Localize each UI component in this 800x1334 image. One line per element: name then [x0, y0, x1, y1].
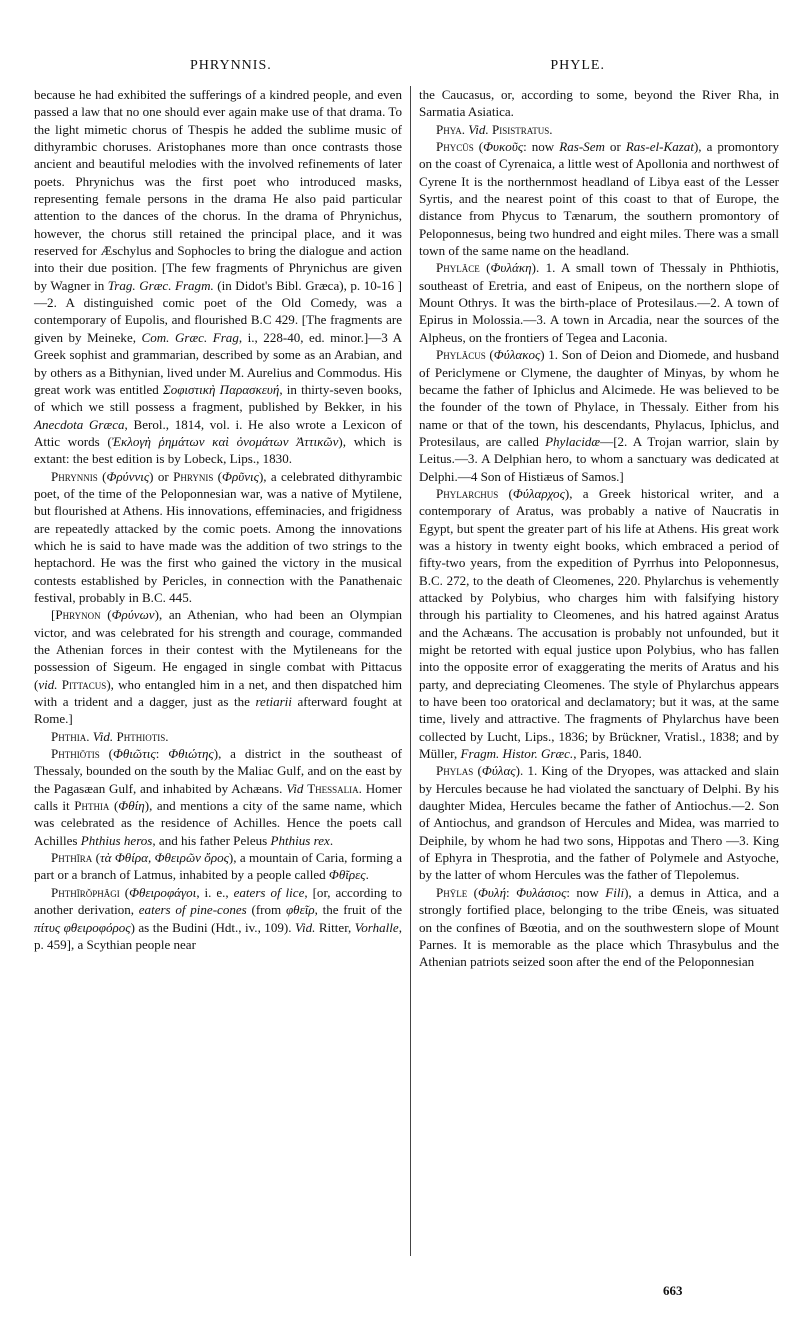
entry-text: ). 1. A small town of Thessaly in Phthiotis, southeast of Eretria, and east of Enipeus, on the northern slope of Mount Othrys. It was the birth-place of Protesilaus.—2. A town of Epirus in Molossia.—3. A town in Arcadia, near the sources of the Alpheus, on the frontiers of Tegea and Laconia.: [419, 260, 779, 345]
entry-text: (: [119, 884, 130, 900]
entry-text: or: [604, 139, 626, 155]
entry-text: .: [365, 867, 369, 883]
italic-text: Φύλακος: [493, 347, 541, 363]
headword: Pittacus: [61, 676, 107, 692]
italic-text: Φρύνων: [111, 607, 155, 623]
entry-text: ), a demus in Attica, and a strongly fortified place, belonging to the tribe Œneis, was situated on the confines of Bœotia, and on the southwestern slope of Mount Parnes. It is memorable as the place which Thrasybulus and the Athenian patriots seized soon after the end of the Peloponnesian: [419, 884, 780, 970]
italic-text: Φρῦνις: [222, 468, 259, 484]
headword: Pisistratus: [491, 121, 550, 137]
italic-text: Φθειροφάγοι: [129, 884, 197, 900]
entry-text: —[2. A Trojan warrior, slain by Leitus.—3. A Delphian hero, to whom a sanctuary was dedicated at Delphi.—4 Son of Histiæus of Samos.]: [419, 433, 779, 484]
entry-text: , Paris, 1840.: [573, 746, 642, 762]
entry-text: .: [165, 728, 169, 744]
entry-text: ), a mountain of Caria, forming a part or a branch of Latmus, inhabited by a people called: [34, 850, 402, 883]
dictionary-entry: [419, 485, 779, 763]
page-number: 663: [663, 1283, 683, 1298]
headword: Phylas: [436, 763, 474, 779]
italic-text: retiarii: [255, 694, 292, 710]
entry-text: (: [485, 347, 494, 363]
entry-continuation: [34, 86, 402, 468]
italic-text: τὰ Φθίρα, Φθειρῶν ὄρος: [99, 850, 229, 866]
italic-text: Ἐκλογὴ ῥημάτων καὶ ὀνομάτων Ἀττικῶν: [111, 433, 339, 449]
dictionary-entry: [419, 138, 779, 259]
headword: Phylarchus: [436, 485, 499, 501]
dictionary-entry: [34, 606, 402, 727]
entry-text: ), and mentions a city of the same name, which was celebrated as the residence of Achilles. Hence the poets call Achilles: [34, 798, 402, 848]
entry-text: (: [97, 468, 107, 484]
italic-text: Φυλάσιος: [516, 884, 567, 900]
entry-text: :: [506, 884, 517, 900]
dictionary-entry: [419, 884, 779, 971]
italic-text: Phthius heros: [80, 832, 153, 848]
entry-text: . Homer calls it: [34, 780, 402, 814]
entry-text: (: [473, 139, 484, 155]
entry-continuation: [419, 86, 779, 121]
italic-text: Φθιώτης: [168, 746, 214, 762]
italic-text: eaters of lice: [233, 884, 305, 900]
dictionary-entry: [419, 121, 779, 138]
headword: Phrynis: [173, 468, 214, 484]
italic-text: Φθιῶτις: [112, 746, 156, 762]
headword: Phya: [436, 121, 462, 137]
entry-text: ), a celebrated dithyrambic poet, of the time of the Peloponnesian war, was a native of Mytilene, but flourished at Athens. His innovations, effeminacies, and frigidness are repeatedly attacked by the comic poets. Among the innovations which he is said to have made was the addition of two strings to the heptachord. He was the first who gained the victory in the musical contests established by Pericles, in connection with the Panathenaic festival, probably in B.C. 445.: [34, 468, 403, 605]
dictionary-entry: [34, 884, 402, 953]
italic-text: Σοφιστικὴ Παρασκευή: [162, 381, 280, 397]
entry-text: : now: [566, 884, 606, 900]
entry-text: ) as the Budini (Hdt., iv., 109).: [130, 919, 295, 935]
running-head: [30, 58, 775, 80]
headword: Phthia: [51, 728, 87, 744]
dictionary-entry: [419, 762, 779, 883]
entry-text: the Caucasus, or, according to some, beyond the River Rha, in Sarmatia Asiatica.: [419, 87, 779, 120]
italic-text: Φυλή: [478, 884, 507, 900]
entry-text: , Berol., 1814, vol. i. He also wrote a Lexicon of Attic words (: [34, 416, 402, 449]
headword: Phthīra: [51, 850, 93, 866]
entry-text: (: [467, 884, 478, 900]
left-column: [34, 86, 402, 953]
entry-text: ), a district in the southeast of Thessaly, bounded on the south by the Maliac Gulf, and on the east by the Pagasæan Gulf, and inhabited by Achæans.: [34, 746, 402, 796]
entry-text: (: [479, 260, 491, 276]
headword: Phylăcus: [436, 347, 486, 363]
headword: Phthiōtis: [51, 746, 100, 762]
headword: Thessalia: [307, 780, 359, 796]
italic-text: Φρύννις: [106, 468, 150, 484]
italic-text: Phylacidæ: [545, 433, 601, 449]
italic-text: Φύλαρχος: [512, 485, 565, 501]
italic-text: Vorhalle: [354, 919, 399, 935]
headword: [Phrynon: [51, 607, 101, 623]
headword: Phȳle: [436, 884, 468, 900]
entry-text: .: [329, 832, 334, 848]
headword: Phycūs: [436, 139, 474, 155]
entry-text: .: [549, 121, 553, 137]
entry-text: .: [86, 728, 93, 744]
entry-text: , and his father Peleus: [152, 832, 271, 848]
dictionary-entry: [34, 728, 402, 745]
dictionary-entry: [34, 468, 402, 607]
entry-text: (: [100, 607, 112, 623]
entry-text: ) or: [149, 468, 174, 484]
italic-text: Fili: [605, 884, 625, 900]
headword: Phthīrŏphăgi: [51, 884, 120, 900]
headword: Phylăce: [436, 260, 480, 276]
entry-text: : now: [523, 139, 560, 155]
entry-text: .: [461, 121, 469, 137]
entry-text: (: [109, 798, 119, 814]
entry-text: ). 1. King of the Dryopes, was attacked and slain by Hercules because he had violated the sanctuary of Delphi. By his daughter Midea, Hercules became the father of Antiochus.—2. Son of Antiochus, and grandson of Hercules and Midea, was married to Deiphile, by whom he had two sons, Hippotas and Thero —3. King of Ephyra in Thesprotia, and the father of Polymele and Astyoche, by the latter of whom Hercules was the father of Tlepolemus.: [419, 763, 779, 883]
italic-text: Φυλάκη: [490, 260, 532, 276]
running-head-left: PHRYNNIS.: [190, 58, 272, 73]
italic-text: πίτυς φθειροφόρος: [34, 919, 131, 935]
entry-text: , i. e.,: [196, 884, 234, 900]
entry-text: afterward fought at Rome.]: [34, 694, 402, 727]
italic-text: Vid.: [468, 121, 489, 137]
entry-text: Ritter,: [315, 919, 355, 935]
dictionary-entry: [34, 745, 402, 849]
headword: Phthiotis: [116, 728, 166, 744]
entry-text: (in Didot's Bibl. Græca), p. 10-16 ]—2. A distinguished comic poet of the Old Comedy, was a contemporary of Eupolis, and flourished B.C 429. [The fragments are given by Meineke,: [34, 277, 402, 345]
italic-text: Ras-el-Kazat: [625, 139, 694, 155]
headword: Phrynnis: [51, 468, 98, 484]
italic-text: Anecdota Græca: [34, 416, 125, 432]
italic-text: Phthius rex: [270, 832, 330, 848]
entry-text: ), a promontory on the coast of Cyrenaica, a little west of Apollonia and northwest of Cyrene It is the northernmost headland of Libya east of the Lesser Syrtis, and the nearest point of this coast to that of Europe, the distance from Phycus to Tænarum, the southern promontory of Peloponnesus, being two hundred and eight miles. There was a small town of the same name on the headland.: [419, 139, 779, 259]
entry-text: (from: [246, 902, 286, 918]
entry-text: , p. 459], a Scythian people near: [34, 919, 402, 952]
italic-text: Φυκοῦς: [483, 139, 524, 155]
italic-text: vid.: [38, 676, 58, 692]
italic-text: Φθῖρες: [328, 867, 366, 883]
entry-text: (: [498, 485, 513, 501]
entry-text: (: [99, 746, 113, 762]
entry-text: ), which is extant: the best edition is by Lobeck, Lips., 1830.: [34, 433, 402, 467]
italic-text: Vid.: [92, 728, 114, 744]
dictionary-entry: [419, 259, 779, 346]
column-divider: [410, 86, 411, 1256]
entry-text: ), an Athenian, who had been an Olympian victor, and was celebrated for his strength and courage, commanded the Athenian forces in their contest with the Mytileneans for the possession of Sigeum. He engaged in single combat with Pittacus (: [34, 607, 402, 692]
italic-text: Ras-Sem: [559, 139, 605, 155]
italic-text: Trag. Græc. Fragm.: [107, 277, 214, 293]
italic-text: φθεῖρ: [285, 902, 315, 918]
entry-text: (: [213, 468, 223, 484]
entry-text: because he had exhibited the sufferings of a kindred people, and even passed a law that no one should ever again make use of that drama. To the light mimetic chorus of Thespis he added the sublime music of dithyrambic choruses. Aristophanes more than once contrasts those ancient and beautiful melodies with the involved refinements of later poets. Phrynichus was the first poet who introduced masks, representing female persons in the drama He also paid particular attention to the dances of the chorus. In the drama of Phrynichus, however, the chorus still retained the principal place, and it was reserved for Æschylus and Sophocles to bring the dialogue and action into their due position. [The few fragments of Phrynichus are given by Wagner in: [34, 87, 402, 293]
italic-text: Φύλας: [481, 763, 516, 779]
entry-text: , [or, according to another derivation,: [34, 884, 403, 918]
dictionary-entry: [34, 849, 402, 884]
entry-text: :: [155, 746, 169, 762]
entry-text: ), who entangled him in a net, and then dispatched him with a trident and a dagger, just as the: [34, 676, 402, 710]
entry-text: (: [92, 850, 100, 866]
italic-text: Vid.: [294, 919, 316, 935]
running-head-right: PHYLE.: [550, 58, 605, 73]
entry-text: (: [473, 763, 482, 779]
italic-text: eaters of pine-cones: [138, 902, 247, 918]
headword: Phthia: [74, 798, 110, 814]
entry-text: , i., 228-40, ed. minor.]—3 A Greek sophist and grammarian, described by some as an Arabian, and by others as a Bithynian, lived under M. Aurelius and Commodus. His great work was entitled: [34, 329, 403, 397]
italic-text: Com. Græc. Frag: [141, 329, 239, 345]
italic-text: Fragm. Histor. Græc.: [460, 746, 574, 762]
right-column: [419, 86, 779, 971]
entry-text: , the fruit of the: [314, 902, 402, 918]
entry-text: ), a Greek historical writer, and a contemporary of Aratus, was probably a native of Naucratis in Egypt, but spent the greater part of his life at Athens. His great work was a history in twenty eight books, which embraced a period of fifty-two years, from the expedition of Pyrrhus into Peloponnesus, B.C. 272, to the death of Cleomenes, 220. Phylarchus is vehemently attacked by Polybius, who charges him with falsifying history through his partiality to Cleomenes, and his hatred against Aratus and the Achæans. The accusation is probably not unfounded, but it might be retorted with equal justice upon Polybius, who has fallen into the opposite error of exaggerating the merits of Aratus and his party, and depreciating Cleomenes. The style of Phylarchus appears to have been too oratorical and declamatory; but it was, at the same time, lively and attractive. The fragments of Phylarchus have been collected by Lucht, Lips., 1836; by Brückner, Vratisl., 1838; and by Müller,: [419, 485, 779, 762]
entry-text: , in thirty-seven books, of which we still possess a fragment, published by Bekker, in his: [34, 381, 402, 415]
entry-text: ) 1. Son of Deion and Diomede, and husband of Periclymene or Clymene, the daughter of Minyas, by whom he became the father of Iphiclus and Alcimede. He was believed to be the founder of the town of Phylace, in Thessaly. Either from his name or that of the town, his descendants, Phylacus, Iphiclus, and Protesilaus, are called: [419, 347, 780, 449]
italic-text: Φθίη: [118, 798, 145, 814]
italic-text: Vid: [286, 780, 304, 796]
dictionary-entry: [419, 346, 779, 485]
